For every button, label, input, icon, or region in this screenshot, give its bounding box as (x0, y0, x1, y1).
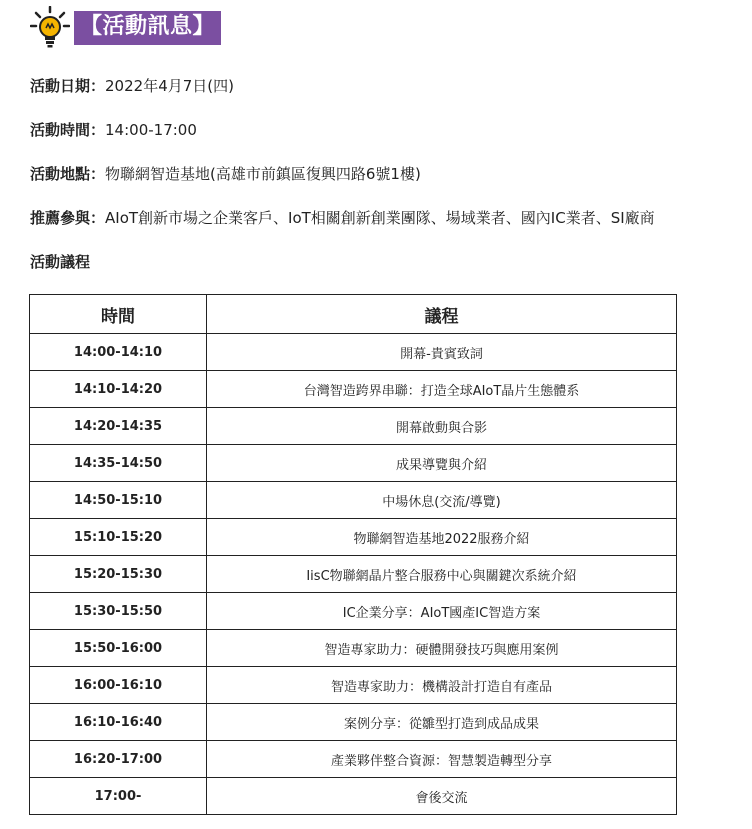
info-label: 活動時間： (30, 121, 106, 139)
table-row (30, 519, 677, 556)
table-row (30, 593, 677, 630)
time-cell: 14:35-14:50 (30, 445, 207, 482)
info-label: 推薦參與： (30, 209, 106, 227)
table-row (30, 778, 677, 815)
info-value: AIoT創新市場之企業客戶、IoT相關創新創業團隊、場域業者、國內IC業者、SI廠商 (105, 209, 655, 227)
header (30, 4, 221, 52)
info-label: 活動日期： (30, 77, 106, 95)
info-date (30, 76, 234, 96)
agenda-cell: 智造專家助力：硬體開發技巧與應用案例 (207, 630, 677, 667)
time-cell: 14:20-14:35 (30, 408, 207, 445)
info-value: 物聯網智造基地(高雄市前鎮區復興四路6號1樓) (105, 165, 421, 183)
info-time (30, 120, 197, 140)
agenda-table (29, 294, 677, 815)
agenda-cell: IisC物聯網晶片整合服務中心與關鍵次系統介紹 (207, 556, 677, 593)
time-cell: 17:00- (30, 778, 207, 815)
table-row (30, 334, 677, 371)
table-row (30, 445, 677, 482)
table-row (30, 667, 677, 704)
time-cell: 15:50-16:00 (30, 630, 207, 667)
time-cell: 15:10-15:20 (30, 519, 207, 556)
time-cell: 14:10-14:20 (30, 371, 207, 408)
time-cell: 15:20-15:30 (30, 556, 207, 593)
page-title: 【活動訊息】 (74, 11, 221, 45)
table-row (30, 371, 677, 408)
agenda-cell: 物聯網智造基地2022服務介紹 (207, 519, 677, 556)
info-label: 活動地點： (30, 165, 106, 183)
time-cell: 14:00-14:10 (30, 334, 207, 371)
table-row (30, 741, 677, 778)
table-row (30, 556, 677, 593)
agenda-cell: 智造專家助力：機構設計打造自有產品 (207, 667, 677, 704)
time-cell: 16:10-16:40 (30, 704, 207, 741)
agenda-cell: 案例分享：從雛型打造到成品成果 (207, 704, 677, 741)
table-row (30, 408, 677, 445)
agenda-cell: 台灣智造跨界串聯：打造全球AIoT晶片生態體系 (207, 371, 677, 408)
schedule-title: 活動議程 (30, 253, 91, 271)
agenda-cell: 中場休息(交流/導覽) (207, 482, 677, 519)
info-value: 2022年4月7日(四) (105, 77, 234, 95)
time-cell: 15:30-15:50 (30, 593, 207, 630)
column-header-agenda: 議程 (207, 295, 677, 334)
agenda-cell: 成果導覽與介紹 (207, 445, 677, 482)
agenda-cell: IC企業分享：AIoT國產IC智造方案 (207, 593, 677, 630)
table-row (30, 704, 677, 741)
lightbulb-icon (30, 6, 70, 50)
info-audience (30, 208, 655, 228)
agenda-cell: 產業夥伴整合資源：智慧製造轉型分享 (207, 741, 677, 778)
time-cell: 14:50-15:10 (30, 482, 207, 519)
table-row (30, 482, 677, 519)
table-row (30, 630, 677, 667)
agenda-cell: 開幕啟動與合影 (207, 408, 677, 445)
agenda-cell: 會後交流 (207, 778, 677, 815)
table-header-row (30, 295, 677, 334)
time-cell: 16:00-16:10 (30, 667, 207, 704)
agenda-cell: 開幕-貴賓致詞 (207, 334, 677, 371)
column-header-time: 時間 (30, 295, 207, 334)
info-location (30, 164, 421, 184)
time-cell: 16:20-17:00 (30, 741, 207, 778)
info-value: 14:00-17:00 (105, 121, 197, 139)
